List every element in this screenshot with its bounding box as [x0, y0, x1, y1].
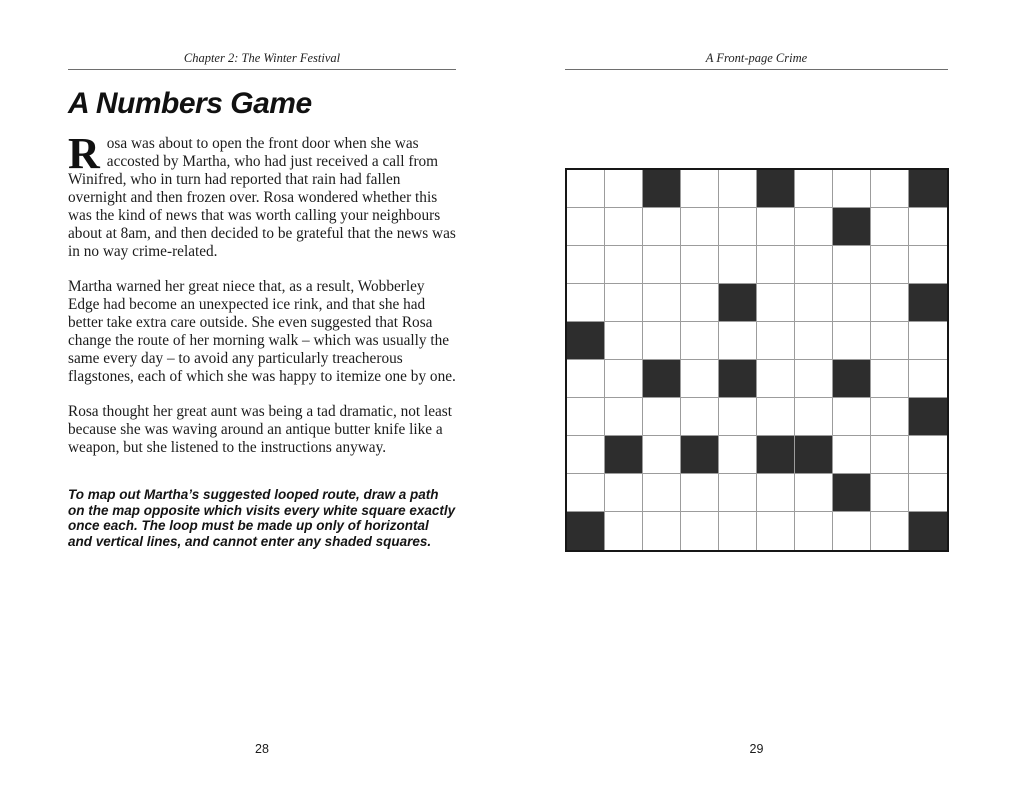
grid-cell-white	[567, 436, 605, 474]
grid-cell-white	[871, 284, 909, 322]
grid-cell-white	[795, 170, 833, 208]
grid-cell-white	[567, 360, 605, 398]
right-page	[565, 52, 948, 70]
grid-cell-white	[909, 360, 947, 398]
grid-cell-white	[643, 284, 681, 322]
grid-cell-white	[681, 170, 719, 208]
grid-cell-white	[795, 360, 833, 398]
grid-cell-shaded	[567, 512, 605, 550]
running-header-left: Chapter 2: The Winter Festival	[68, 52, 456, 70]
grid-cell-white	[567, 284, 605, 322]
story-paragraph-3: Rosa thought her great aunt was being a tad dramatic, not least because she was waving around an antique butter knife like a weapon, but she listened to the instructions anyway.	[68, 403, 453, 456]
grid-cell-shaded	[719, 284, 757, 322]
grid-cell-white	[757, 322, 795, 360]
grid-cell-white	[719, 398, 757, 436]
grid-cell-white	[605, 208, 643, 246]
grid-cell-white	[833, 512, 871, 550]
grid-cell-shaded	[757, 170, 795, 208]
grid-cell-white	[605, 474, 643, 512]
grid-cell-white	[757, 512, 795, 550]
grid-cell-shaded	[643, 360, 681, 398]
grid-cell-white	[871, 360, 909, 398]
grid-cell-white	[833, 436, 871, 474]
grid-cell-white	[567, 246, 605, 284]
grid-cell-white	[909, 474, 947, 512]
left-page	[68, 52, 456, 549]
page-title: A Numbers Game	[68, 87, 312, 120]
grid-cell-shaded	[681, 436, 719, 474]
page-number-right: 29	[749, 742, 764, 756]
story-paragraph-1	[68, 129, 456, 261]
grid-cell-shaded	[605, 436, 643, 474]
grid-cell-white	[605, 322, 643, 360]
story-paragraph-2: Martha warned her great niece that, as a result, Wobberley Edge had become an unexpected ice rink, and that she had better take extra care outside. She even suggested that Rosa change the route of her morning walk – which was usually the same every day – to avoid any particularly treacherous flagstones, each of which she was happy to itemize one by one.	[68, 278, 456, 385]
grid-cell-white	[833, 322, 871, 360]
grid-cell-white	[605, 284, 643, 322]
grid-cell-white	[871, 436, 909, 474]
grid-cell-white	[719, 170, 757, 208]
grid-cell-white	[833, 284, 871, 322]
grid-cell-white	[567, 170, 605, 208]
grid-cell-white	[643, 512, 681, 550]
grid-cell-white	[643, 208, 681, 246]
grid-cell-white	[757, 246, 795, 284]
grid-cell-shaded	[567, 322, 605, 360]
grid-cell-white	[681, 512, 719, 550]
grid-cell-white	[681, 398, 719, 436]
grid-cell-white	[681, 360, 719, 398]
grid-cell-white	[833, 398, 871, 436]
grid-cell-white	[757, 208, 795, 246]
running-header-right: A Front-page Crime	[565, 52, 948, 70]
grid-cell-white	[681, 474, 719, 512]
grid-cell-shaded	[833, 208, 871, 246]
grid-cell-white	[833, 246, 871, 284]
grid-cell-white	[567, 208, 605, 246]
grid-cell-white	[681, 208, 719, 246]
grid-cell-white	[719, 474, 757, 512]
grid-cell-white	[643, 436, 681, 474]
grid-cell-white	[871, 170, 909, 208]
grid-cell-white	[719, 436, 757, 474]
grid-cell-white	[757, 474, 795, 512]
grid-cell-white	[909, 208, 947, 246]
puzzle-grid	[565, 168, 949, 552]
grid-cell-white	[757, 360, 795, 398]
grid-cell-white	[605, 512, 643, 550]
grid-cell-shaded	[909, 398, 947, 436]
grid-cell-white	[605, 246, 643, 284]
grid-cell-shaded	[909, 170, 947, 208]
grid-cell-white	[681, 246, 719, 284]
grid-cell-white	[909, 322, 947, 360]
grid-cell-white	[605, 398, 643, 436]
grid-cell-shaded	[909, 512, 947, 550]
story-paragraph-1-text: osa was about to open the front door when she was accosted by Martha, who had just received a call from Winifred, who in turn had reported that rain had fallen overnight and then frozen over. Rosa wondered whether this was the kind of news that was worth calling your neighbours about at 8am, and then decided to be grateful that the news was in no way crime-related.	[68, 135, 456, 260]
grid-cell-shaded	[757, 436, 795, 474]
grid-cell-white	[871, 322, 909, 360]
grid-cell-white	[795, 246, 833, 284]
grid-cell-white	[795, 322, 833, 360]
grid-cell-white	[643, 322, 681, 360]
grid-cell-white	[871, 474, 909, 512]
grid-cell-shaded	[909, 284, 947, 322]
grid-cell-white	[605, 170, 643, 208]
grid-cell-white	[643, 246, 681, 284]
grid-cell-white	[795, 474, 833, 512]
drop-cap: R	[68, 129, 100, 178]
grid-cell-white	[605, 360, 643, 398]
grid-cell-white	[567, 398, 605, 436]
grid-cell-white	[833, 170, 871, 208]
grid-cell-white	[871, 246, 909, 284]
grid-cell-white	[643, 474, 681, 512]
grid-cell-white	[719, 246, 757, 284]
grid-cell-white	[871, 398, 909, 436]
grid-cell-shaded	[795, 436, 833, 474]
puzzle-instructions: To map out Martha’s suggested looped route, draw a path on the map opposite which visits every white square exactly once each. The loop must be made up only of horizontal and vertical lines, and cannot enter any shaded squares.	[68, 487, 456, 549]
grid-cell-white	[719, 322, 757, 360]
grid-cell-white	[795, 512, 833, 550]
grid-cell-white	[871, 512, 909, 550]
grid-cell-white	[681, 322, 719, 360]
page-number-left: 28	[255, 742, 269, 756]
grid-cell-white	[567, 474, 605, 512]
grid-cell-shaded	[643, 170, 681, 208]
grid-cell-shaded	[833, 360, 871, 398]
grid-cell-white	[871, 208, 909, 246]
grid-cell-white	[795, 398, 833, 436]
grid-cell-shaded	[833, 474, 871, 512]
grid-cell-white	[909, 436, 947, 474]
grid-cell-white	[795, 284, 833, 322]
grid-cell-white	[909, 246, 947, 284]
grid-cell-shaded	[719, 360, 757, 398]
grid-cell-white	[719, 208, 757, 246]
grid-cell-white	[719, 512, 757, 550]
grid-cell-white	[795, 208, 833, 246]
grid-cell-white	[757, 398, 795, 436]
grid-cell-white	[643, 398, 681, 436]
grid-cell-white	[681, 284, 719, 322]
grid-cell-white	[757, 284, 795, 322]
